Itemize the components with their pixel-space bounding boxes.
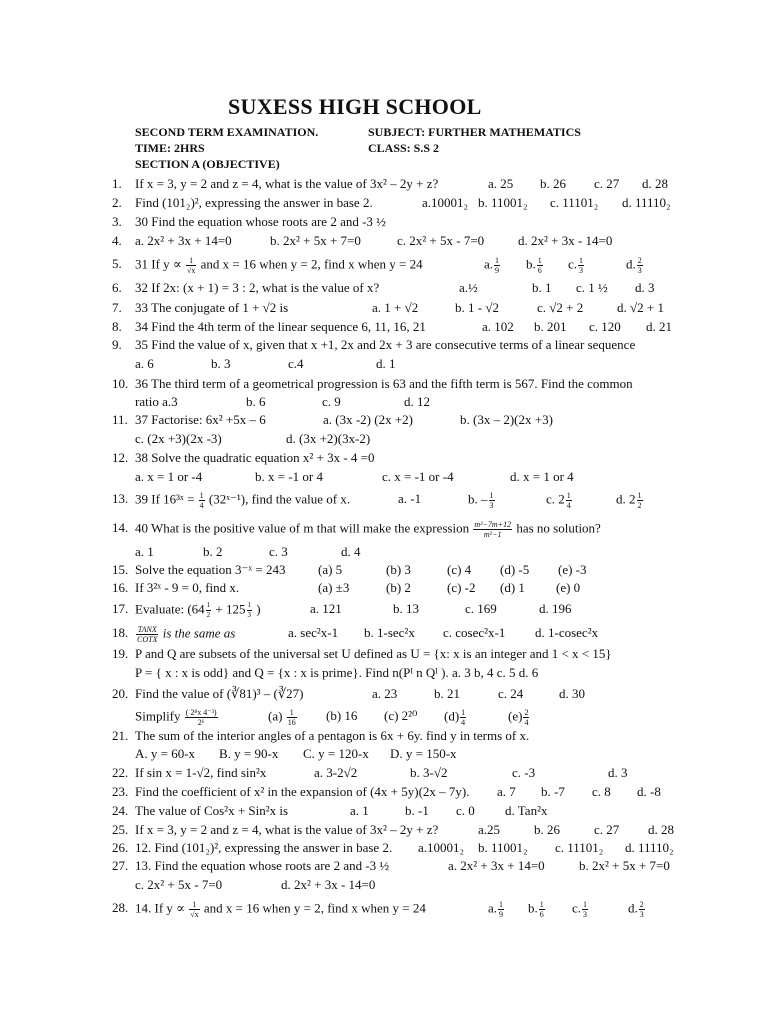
option-a: a. 2x² + 3x + 14=0 xyxy=(448,858,545,873)
option-a: a. (3x -2) (2x +2) xyxy=(323,412,413,427)
option-d: d. (3x +2)(3x-2) xyxy=(286,431,371,446)
option-d: (d) 1 xyxy=(500,580,525,595)
question-27: 27. 13. Find the equation whose roots are 2 and -3 ½ xyxy=(112,858,390,873)
option-d: d. 21 xyxy=(646,319,672,334)
question-13: 13. 39 If 16³ˣ = $\frac{1}{4}$ (32ˣ⁻¹), find the value of x. xyxy=(112,491,351,510)
option-b: b. 3 xyxy=(211,356,231,371)
option-a: (a) $\frac{1}{16}$ xyxy=(268,708,296,727)
option-a: a. 6 xyxy=(135,356,154,371)
option-c: c. $\frac{1}{3}$ xyxy=(568,256,584,275)
option-b: b. 1-sec²x xyxy=(364,625,415,640)
option-a: a. 7 xyxy=(497,784,516,799)
option-b: b. 26 xyxy=(534,822,560,837)
option-d: d. 28 xyxy=(642,176,668,191)
question-24: 24. The value of Cos²x + Sin²x is xyxy=(112,803,289,818)
option-c: c. x = -1 or -4 xyxy=(382,469,454,484)
option-d: d. Tan²x xyxy=(505,803,548,818)
option-d: d. 3 xyxy=(608,765,628,780)
question-10-continued: ratio a.3 xyxy=(135,394,178,409)
option-d: D. y = 150-x xyxy=(390,746,457,761)
option-e: (e) $\frac{2}{4}$ xyxy=(508,708,529,727)
question-26: 26. 12. Find (101₂)², expressing the answer in base 2. xyxy=(112,840,393,855)
question-18: 18. $\frac{\text{TANX}}{\text{COTX}}$ is the same as xyxy=(112,625,236,644)
option-c: c. 0 xyxy=(456,803,475,818)
fraction: $\frac{\text{m²−7m+12}}{\text{m²−1}}$ xyxy=(474,520,512,539)
question-12: 12. 38 Solve the quadratic equation x² + 3x - 4 =0 xyxy=(112,450,375,465)
option-e: (e) -3 xyxy=(558,562,587,577)
option-d: d. 2 $\frac{1}{2}$ xyxy=(616,491,642,510)
option-b: b. 11001₂ xyxy=(478,195,528,210)
question-28: 28. 14. If y ∝ $\frac{1}{√x}$ and x = 16 when y = 2, find x when y = 24 xyxy=(112,900,426,919)
option-c: c. 169 xyxy=(465,601,497,616)
option-a: (a) ±3 xyxy=(318,580,350,595)
option-a: a. sec²x-1 xyxy=(288,625,339,640)
option-b: b. 2x² + 5x + 7=0 xyxy=(270,233,361,248)
option-a: a. 25 xyxy=(488,176,514,191)
option-c: c. 27 xyxy=(594,176,620,191)
option-b: b. $\frac{1}{6}$ xyxy=(526,256,542,275)
question-14: 14. 40 What is the positive value of m that will make the expression $\frac{\text{m²−7m+12}}{\text{m²−1}}$ has no solution? xyxy=(112,520,601,539)
option-c: c. cosec²x-1 xyxy=(443,625,506,640)
option-b: b. – $\frac{1}{3}$ xyxy=(468,491,494,510)
option-d: d. 12 xyxy=(404,394,430,409)
option-a: A. y = 60-x xyxy=(135,746,196,761)
option-a: a.½ xyxy=(459,280,478,295)
option-d: d. $\frac{2}{3}$ xyxy=(628,900,644,919)
fraction: $\frac{1}{√x}$ xyxy=(186,256,196,275)
option-b: b. 21 xyxy=(434,686,460,701)
question-20: 20. Find the value of (∛81)³ – (∛27) xyxy=(112,686,304,701)
option-a: a. 121 xyxy=(310,601,342,616)
question-22: 22. If sin x = 1-√2, find sin²x xyxy=(112,765,267,780)
question-7: 7. 33 The conjugate of 1 + √2 is xyxy=(112,300,289,315)
option-c: (c) -2 xyxy=(447,580,476,595)
time-label: TIME: 2HRS xyxy=(135,141,205,155)
question-21: 21. The sum of the interior angles of a pentagon is 6x + 6y. find y in terms of x. xyxy=(112,728,530,743)
option-c: c. 2x² + 5x - 7=0 xyxy=(135,877,223,892)
option-b: b. (3x – 2)(2x +3) xyxy=(460,412,553,427)
option-d: d. $\frac{2}{3}$ xyxy=(626,256,642,275)
option-b: (b) 3 xyxy=(386,562,411,577)
option-d: (d) -5 xyxy=(500,562,530,577)
question-5: 5. 31 If y ∝ $\frac{1}{√x}$ and x = 16 when y = 2, find x when y = 24 xyxy=(112,256,423,275)
option-c: c. 2x² + 5x - 7=0 xyxy=(397,233,485,248)
option-b: b. 13 xyxy=(393,601,419,616)
option-a: a. 23 xyxy=(372,686,398,701)
question-23: 23. Find the coefficient of x² in the expansion of (4x + 5y)(2x – 7y). xyxy=(112,784,470,799)
question-10: 10. 36 The third term of a geometrical progression is 63 and the fifth term is 567. Find the common xyxy=(112,376,633,391)
option-a: (a) 5 xyxy=(318,562,343,577)
option-c: c. 9 xyxy=(322,394,341,409)
option-d: d. 196 xyxy=(539,601,572,616)
option-a: a.10001₂ xyxy=(418,840,465,855)
option-c: c. $\frac{1}{3}$ xyxy=(572,900,588,919)
option-b: b. 3-√2 xyxy=(410,765,448,780)
question-25: 25. If x = 3, y = 2 and z = 4, what is the value of 3x² – 2y + z? xyxy=(112,822,439,837)
question-6: 6. 32 If 2x: (x + 1) = 3 : 2, what is the value of x? xyxy=(112,280,380,295)
simplify-question: Simplify $\frac{\text{( 2⁸x 4⁻³)}}{\text{2⁶}}$ xyxy=(135,708,217,727)
question-19-continued: P = { x : x is odd} and Q = {x : x is prime}. Find n(Pᴵ n Qᴵ ). a. 3 b, 4 c. 5 d. 6 xyxy=(135,665,539,680)
option-c: c.4 xyxy=(288,356,304,371)
option-c: c. 8 xyxy=(592,784,611,799)
option-b: b. x = -1 or 4 xyxy=(255,469,323,484)
option-b: b. 201 xyxy=(534,319,567,334)
question-16: 16. If 3²ˣ - 9 = 0, find x. xyxy=(112,580,240,595)
question-11: 11. 37 Factorise: 6x² +5x – 6 xyxy=(112,412,266,427)
question-15: 15. Solve the equation 3⁻ˣ = 243 xyxy=(112,562,286,577)
option-d: d. 4 xyxy=(341,544,361,559)
option-b: (b) 16 xyxy=(326,708,358,723)
option-b: b. 2x² + 5x + 7=0 xyxy=(579,858,670,873)
option-a: a.25 xyxy=(478,822,501,837)
option-d: d. 1-cosec²x xyxy=(535,625,599,640)
option-d: d. 28 xyxy=(648,822,674,837)
option-d: d. 3 xyxy=(635,280,655,295)
option-a: a. 1 xyxy=(350,803,369,818)
fraction: $\frac{1}{√x}$ xyxy=(190,900,199,919)
option-a: a. $\frac{1}{9}$ xyxy=(488,900,504,919)
option-b: B. y = 90-x xyxy=(219,746,279,761)
option-c: c. 2 $\frac{1}{4}$ xyxy=(546,491,571,510)
option-a: a. $\frac{1}{9}$ xyxy=(484,256,500,275)
question-2: 2. Find (101₂)², expressing the answer in base 2. xyxy=(112,195,373,210)
option-c: C. y = 120-x xyxy=(303,746,369,761)
option-b: b. -1 xyxy=(405,803,429,818)
option-c: c. (2x +3)(2x -3) xyxy=(135,431,222,446)
exam-title: SECOND TERM EXAMINATION. xyxy=(135,125,319,139)
option-c: c. 120 xyxy=(589,319,621,334)
question-17: 17. Evaluate: (64 $\frac{1}{2}$ + 125 $\frac{1}{3}$ ) xyxy=(112,601,261,619)
option-a: a. -1 xyxy=(398,491,422,506)
option-d: (d) $\frac{1}{4}$ xyxy=(444,708,466,727)
option-a: a. 102 xyxy=(482,319,514,334)
option-c: (c) 4 xyxy=(447,562,472,577)
school-title: SUXESS HIGH SCHOOL xyxy=(228,94,482,119)
option-d: d. -8 xyxy=(637,784,661,799)
question-8: 8. 34 Find the 4th term of the linear sequence 6, 11, 16, 21 xyxy=(112,319,426,334)
class-label: CLASS: S.S 2 xyxy=(368,141,440,155)
option-c: c. 1 ½ xyxy=(576,280,608,295)
option-c: c. 11101₂ xyxy=(550,195,599,210)
question-4: 4. a. 2x² + 3x + 14=0 xyxy=(112,233,232,248)
option-d: d. 1 xyxy=(376,356,396,371)
option-d: d. 2x² + 3x - 14=0 xyxy=(518,233,613,248)
option-a: a.10001₂ xyxy=(422,195,469,210)
option-b: b. 11001₂ xyxy=(478,840,528,855)
option-c: c. 3 xyxy=(269,544,288,559)
question-1: 1. If x = 3, y = 2 and z = 4, what is the value of 3x² – 2y + z? xyxy=(112,176,439,191)
option-d: d. 11110₂ xyxy=(622,195,671,210)
question-3: 3. 30 Find the equation whose roots are 2 and -3 ½ xyxy=(112,214,386,229)
option-c: c. √2 + 2 xyxy=(537,300,584,315)
option-c: c. 24 xyxy=(498,686,524,701)
fraction: $\frac{\text{TANX}}{\text{COTX}}$ xyxy=(137,625,158,644)
option-d: d. √2 + 1 xyxy=(617,300,664,315)
option-c: (c) 2²⁰ xyxy=(384,708,418,723)
option-a: a. 3-2√2 xyxy=(314,765,358,780)
question-9: 9. 35 Find the value of x, given that x +1, 2x and 2x + 3 are consecutive terms of a linear sequence xyxy=(112,337,636,352)
option-d: d. x = 1 or 4 xyxy=(510,469,574,484)
option-d: d. 11110₂ xyxy=(625,840,674,855)
option-b: b. $\frac{1}{6}$ xyxy=(528,900,544,919)
option-a: a. 1 xyxy=(135,544,154,559)
option-e: (e) 0 xyxy=(556,580,581,595)
option-b: b. -7 xyxy=(541,784,565,799)
option-b: b. 1 xyxy=(532,280,552,295)
subject-label: SUBJECT: FURTHER MATHEMATICS xyxy=(368,125,581,139)
option-c: c. -3 xyxy=(512,765,536,780)
option-b: b. 6 xyxy=(246,394,266,409)
option-b: b. 2 xyxy=(203,544,223,559)
option-c: c. 11101₂ xyxy=(555,840,604,855)
option-d: d. 2x² + 3x - 14=0 xyxy=(281,877,376,892)
option-b: b. 26 xyxy=(540,176,566,191)
section-label: SECTION A (OBJECTIVE) xyxy=(135,157,280,171)
option-c: c. 27 xyxy=(594,822,620,837)
option-a: a. x = 1 or -4 xyxy=(135,469,203,484)
question-19: 19. P and Q are subsets of the universal set U defined as U = {x: x is an integer and 1 < x < 15} xyxy=(112,646,612,661)
option-b: b. 1 - √2 xyxy=(455,300,499,315)
fraction: $\frac{\text{( 2⁸x 4⁻³)}}{\text{2⁶}}$ xyxy=(185,708,217,727)
option-a: a. 1 + √2 xyxy=(372,300,419,315)
option-d: d. 30 xyxy=(559,686,585,701)
option-b: (b) 2 xyxy=(386,580,411,595)
